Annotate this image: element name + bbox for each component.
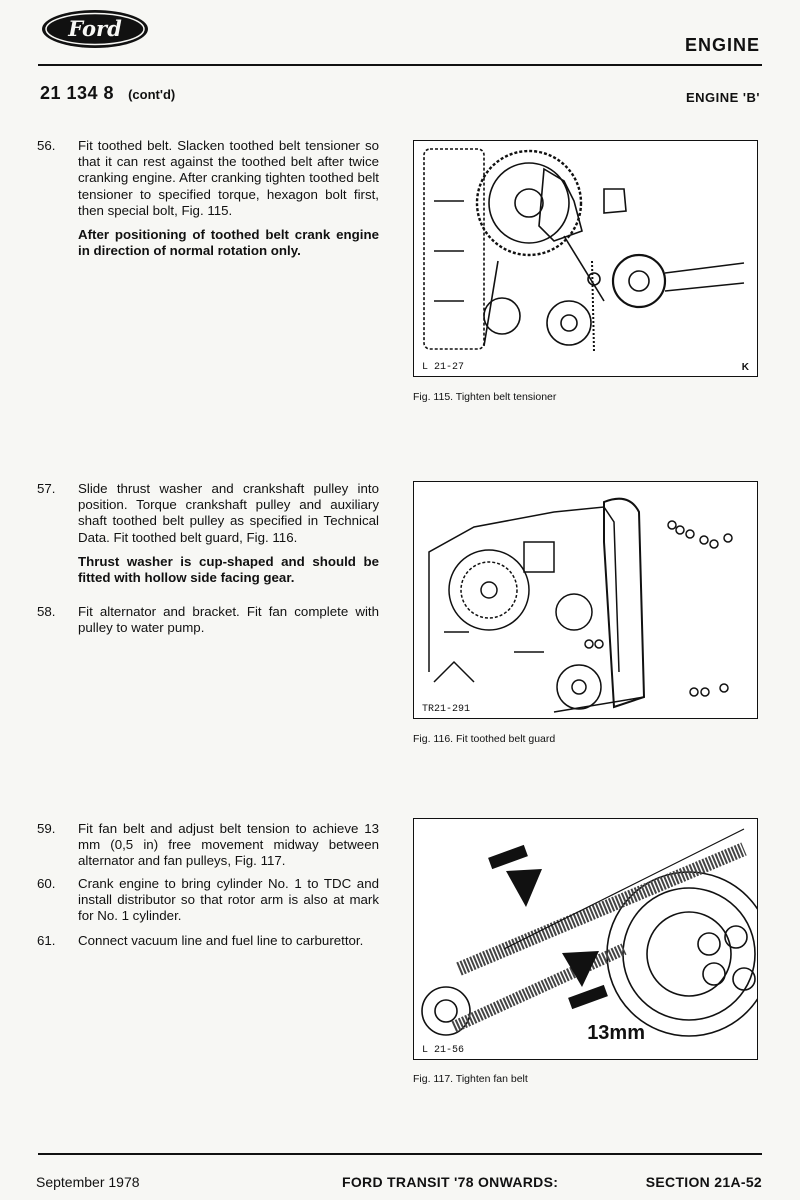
- step-number: 59.: [37, 821, 56, 836]
- figure-117: [413, 818, 758, 1060]
- step-number: 58.: [37, 604, 56, 619]
- footer-section: SECTION 21A-52: [645, 1174, 762, 1190]
- figure-115-illustration: [414, 141, 757, 376]
- step-text: Fit alternator and bracket. Fit fan complete with pulley to water pump.: [78, 604, 379, 636]
- operation-number: 21 134 8: [40, 83, 115, 103]
- step-number: 56.: [37, 138, 56, 153]
- figure-115-caption: Fig. 115. Tighten belt tensioner: [413, 391, 557, 403]
- step-number: 60.: [37, 876, 56, 891]
- step-text: Slide thrust washer and crankshaft pulley into position. Torque crankshaft pulley and auxiliary shaft toothed belt pulley as specified in Technical Data. Fit toothed belt guard, Fig. 116.: [78, 481, 379, 545]
- step-note: After positioning of toothed belt crank engine in direction of normal rotation only.: [78, 227, 379, 259]
- footer-rule: [38, 1153, 762, 1155]
- step-number: 57.: [37, 481, 56, 496]
- header-rule: [38, 64, 762, 66]
- step-note: Thrust washer is cup-shaped and should be fitted with hollow side facing gear.: [78, 553, 379, 586]
- step-text: Fit toothed belt. Slacken toothed belt tensioner so that it can rest against the toothed belt after twice cranking engine. After cranking tighten toothed belt tensioner to specified torque, hexagon bolt first, then special bolt, Fig. 115.: [78, 138, 379, 218]
- step-60: [37, 876, 379, 925]
- step-text: Fit fan belt and adjust belt tension to achieve 13 mm (0,5 in) free movement midway between alternator and fan pulleys, Fig. 117.: [78, 821, 379, 869]
- figure-117-illustration: [414, 819, 757, 1059]
- continued-label: (cont'd): [128, 87, 176, 102]
- figure-code: L 21-27: [422, 362, 465, 373]
- step-text: Crank engine to bring cylinder No. 1 to TDC and install distributor so that rotor arm is also at mark for No. 1 cylinder.: [78, 876, 379, 924]
- step-61: [37, 933, 379, 949]
- footer-publication: FORD TRANSIT '78 ONWARDS:: [342, 1174, 559, 1190]
- figure-code: TR21-291: [422, 704, 471, 715]
- step-58: [37, 604, 379, 636]
- ford-logo-text: Ford: [68, 16, 122, 41]
- figure-116: [413, 481, 758, 719]
- figure-corner-mark: K: [741, 362, 749, 373]
- engine-variant: ENGINE 'B': [685, 90, 760, 105]
- figure-116-caption: Fig. 116. Fit toothed belt guard: [413, 733, 556, 745]
- footer-date: September 1978: [36, 1174, 140, 1190]
- step-57: [37, 481, 379, 586]
- step-text: Connect vacuum line and fuel line to carburettor.: [78, 933, 364, 948]
- section-title: ENGINE: [684, 35, 760, 55]
- step-number: 61.: [37, 933, 56, 948]
- step-56: [37, 138, 379, 259]
- figure-115: [413, 140, 758, 377]
- ford-logo: [40, 8, 150, 50]
- figure-117-caption: Fig. 117. Tighten fan belt: [413, 1073, 528, 1085]
- step-59: [37, 821, 379, 870]
- figure-code: L 21-56: [422, 1045, 465, 1056]
- operation-code: [40, 83, 175, 104]
- belt-deflection-callout: 13mm: [587, 1022, 645, 1044]
- figure-116-illustration: [414, 482, 757, 718]
